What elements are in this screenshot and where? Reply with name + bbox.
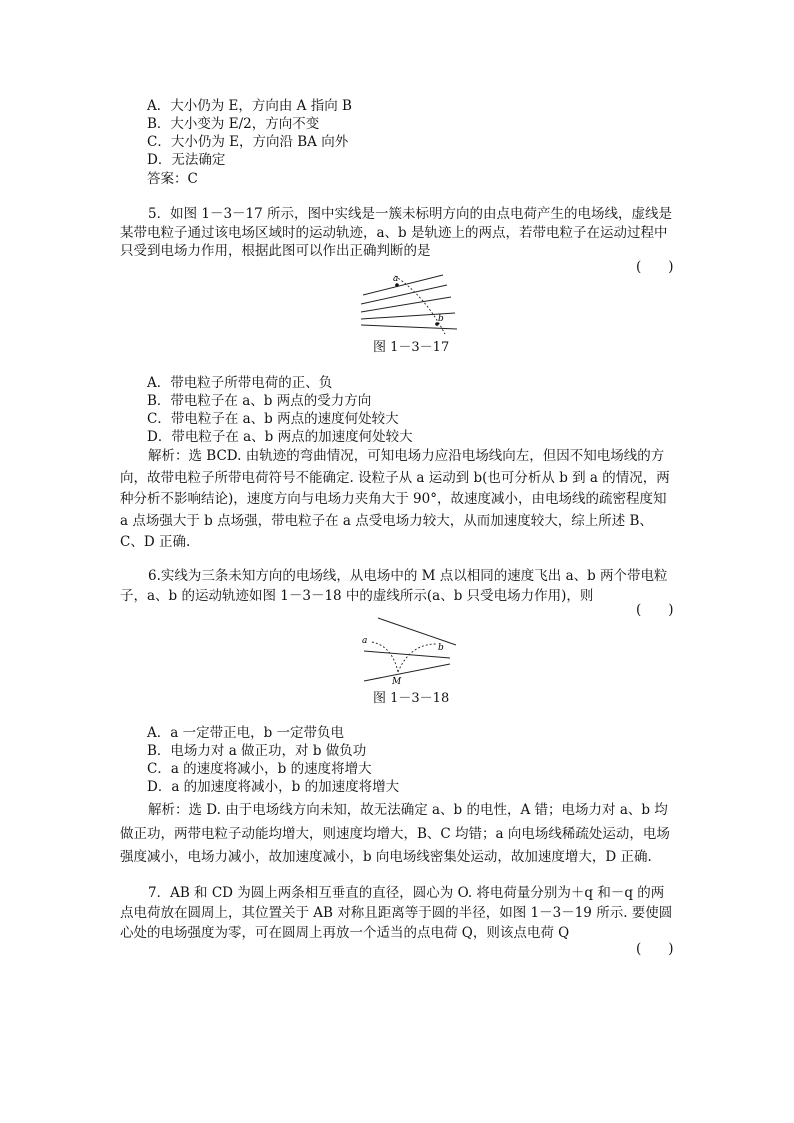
field-line (361, 325, 457, 329)
field-line (361, 297, 451, 312)
q6-option-d: D．a 的加速度将减小，b 的加速度将增大 (147, 779, 400, 795)
q6-option-a: A．a 一定带正电，b 一定带负电 (147, 725, 345, 741)
q7-answer-bracket: ( ) (636, 941, 674, 957)
label-b: b (438, 643, 444, 653)
q6-option-c: C．a 的速度将减小，b 的速度将增大 (147, 761, 372, 777)
q5-figure-caption: 图 1－3－17 (373, 340, 450, 355)
label-a: a (362, 636, 368, 646)
q4-option-a: A．大小仍为 E，方向由 A 指向 B (147, 98, 352, 114)
trajectory-a (372, 642, 398, 672)
q6-figure-caption: 图 1－3－18 (373, 691, 450, 706)
label-m: M (392, 677, 402, 687)
label-b: b (438, 314, 444, 324)
q6-answer-bracket: ( ) (636, 602, 674, 618)
field-line (361, 285, 447, 304)
q7-stem: 7．AB 和 CD 为圆上两条相互垂直的直径，圆心为 O. 将电荷量分别为＋q 和－q 的两点电荷放在圆周上，其位置关于 AB 对称且距离等于圆的半径，如图 1－3－19 所示. 要使圆心处的电场强度为零，可在圆周上再放一个适当的点电荷 Q，则该点电荷 Q (120, 885, 673, 941)
label-a: a (393, 274, 399, 284)
q5-option-a: A．带电粒子所带电荷的正、负 (147, 375, 333, 391)
q5-option-d: D．带电粒子在 a、b 两点的加速度何处较大 (147, 429, 413, 445)
q4-answer: 答案：C (147, 171, 198, 187)
q6-option-b: B．电场力对 a 做正功，对 b 做负功 (147, 743, 367, 759)
q5-field-figure (355, 268, 465, 338)
q5-solution: 解析：选 BCD. 由轨迹的弯曲情况，可知电场力应沿电场线向左，但因不知电场线的方向，故带电粒子所带电荷符号不能确定. 设粒子从 a 运动到 b(也可分析从 b 到 a 的情况，两种分析不影响结论)，速度方向与电场力夹角大于 90°，故速度减小，由电场线的疏密程度知 a 点场强大于 b 点场强，带电粒子在 a 点受电场力较大，从而加速度较大，综上所述 B、C、D 正确. (120, 448, 670, 550)
field-line (378, 618, 456, 645)
q4-option-d: D．无法确定 (147, 152, 226, 168)
q5-answer-bracket: ( ) (636, 259, 674, 275)
q5-stem: 5．如图 1－3－17 所示，图中实线是一簇未标明方向的由点电荷产生的电场线，虚线是某带电粒子通过该电场区域时的运动轨迹，a、b 是轨迹上的两点，若带电粒子在运动过程中只受到电场力作用，根据此图可以作出正确判断的是 (120, 206, 673, 260)
q4-option-c: C．大小仍为 E，方向沿 BA 向外 (147, 134, 349, 150)
q4-option-b: B．大小变为 E/2，方向不变 (147, 116, 320, 132)
q6-field-figure (358, 614, 462, 690)
q6-solution: 解析：选 D. 由于电场线方向未知，故无法确定 a、b 的电性，A 错；电场力对 a、b 均做正功，两带电粒子动能均增大，则速度均增大，B、C 均错；a 向电场线稀疏处运动，电场强度减小，电场力减小，故加速度减小，b 向电场线密集处运动，故加速度增大，D 正确. (120, 802, 670, 865)
q5-option-c: C．带电粒子在 a、b 两点的速度何处较大 (147, 411, 399, 427)
field-line (363, 275, 443, 295)
q5-option-b: B．带电粒子在 a、b 两点的受力方向 (147, 393, 372, 409)
field-line (364, 664, 450, 681)
q6-stem: 6.实线为三条未知方向的电场线，从电场中的 M 点以相同的速度飞出 a、b 两个带电粒子，a、b 的运动轨迹如图 1－3－18 中的虚线所示(a、b 只受电场力作用)，则 (120, 568, 668, 604)
